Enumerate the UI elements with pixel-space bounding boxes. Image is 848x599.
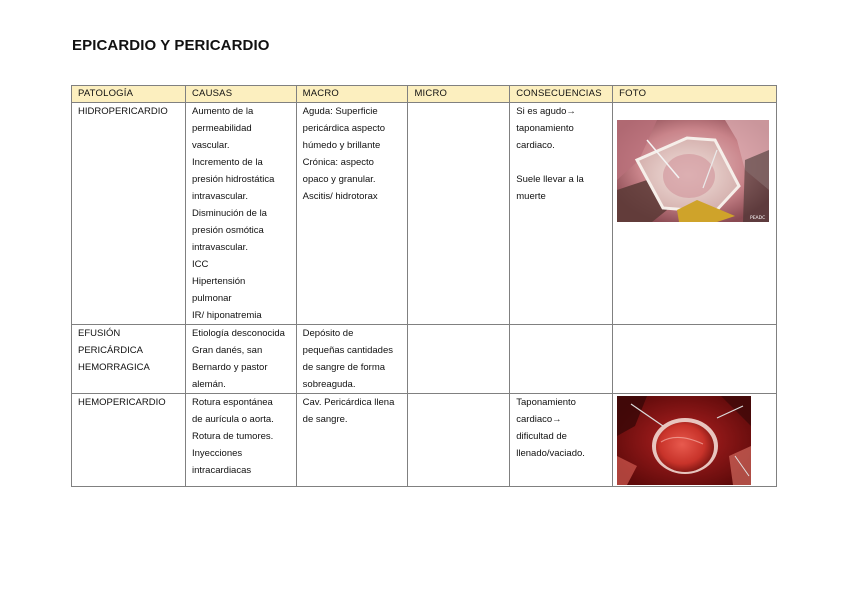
- text-line: muerte: [516, 191, 546, 202]
- text-line: Bernardo y pastor: [191, 362, 268, 373]
- text-line: presión osmótica: [191, 225, 264, 236]
- header-causas: CAUSAS: [185, 86, 296, 103]
- cell-foto: [613, 394, 777, 487]
- text-line: pulmonar: [191, 293, 232, 304]
- text-line: llenado/vaciado.: [516, 448, 585, 459]
- macro-text: [303, 394, 404, 428]
- consecuencias-text: [516, 394, 608, 462]
- table-row: [72, 103, 777, 325]
- text-line: IR/ hiponatremia: [191, 310, 262, 321]
- text-line: HEMOPERICARDIO: [78, 397, 166, 408]
- cell-consecuencias: [510, 394, 613, 487]
- cell-micro: [408, 394, 510, 487]
- cell-micro: [408, 103, 510, 325]
- text-line: cardiaco.: [516, 140, 555, 151]
- text-line: intravascular.: [191, 242, 248, 253]
- cell-patologia: [72, 394, 186, 487]
- header-foto: FOTO: [613, 86, 777, 103]
- causas-text: [192, 103, 292, 324]
- cell-macro: [296, 103, 408, 325]
- hemopericardium-photo: [617, 396, 751, 485]
- text-line: Suele llevar a la: [516, 174, 584, 185]
- table-row: [72, 394, 777, 487]
- cell-causas: [185, 103, 296, 325]
- cell-causas: [185, 325, 296, 394]
- cell-macro: [296, 325, 408, 394]
- header-consecuencias: CONSECUENCIAS: [510, 86, 613, 103]
- text-line: Ascitis/ hidrotorax: [302, 191, 378, 202]
- patologia-text: [78, 103, 181, 120]
- causas-text: [192, 394, 292, 479]
- causas-text: [192, 325, 292, 393]
- header-macro: MACRO: [296, 86, 408, 103]
- text-line: Inyecciones: [191, 448, 243, 459]
- text-line: intravascular.: [191, 191, 248, 202]
- text-line: EFUSIÓN PERICÁRDICA: [78, 328, 143, 356]
- text-line: de sangre de forma: [302, 362, 386, 373]
- macro-text: [303, 325, 404, 393]
- text-line: de aurícula o aorta.: [191, 414, 274, 425]
- cell-macro: [296, 394, 408, 487]
- text-line: HIDROPERICARDIO: [78, 106, 168, 117]
- table-header-row: [72, 86, 777, 103]
- photo-watermark: PEADC: [750, 216, 766, 221]
- text-line: Etiología desconocida: [191, 328, 285, 339]
- macro-text: [303, 103, 404, 205]
- pathology-table: [71, 85, 777, 487]
- consecuencias-text-2: [516, 171, 608, 205]
- text-line: sobreaguda.: [302, 379, 356, 390]
- consecuencias-text: [516, 103, 608, 154]
- text-line: alemán.: [191, 379, 226, 390]
- cell-consecuencias: [510, 325, 613, 394]
- text-line: Gran danés, san: [191, 345, 263, 356]
- header-patologia: PATOLOGÍA: [72, 86, 186, 103]
- hydropericardium-photo: [617, 120, 769, 222]
- text-line: Rotura de tumores.: [191, 431, 274, 442]
- cell-micro: [408, 325, 510, 394]
- cell-foto: [613, 325, 777, 394]
- text-line: Hipertensión: [191, 276, 246, 287]
- page-title: EPICARDIO Y PERICARDIO: [72, 37, 270, 54]
- text-line: Aumento de la: [191, 106, 254, 117]
- text-line: húmedo y brillante: [302, 140, 381, 151]
- cell-foto: [613, 103, 777, 325]
- text-line: Crónica: aspecto: [302, 157, 374, 168]
- patologia-text: [78, 394, 181, 411]
- text-line: dificultad de: [516, 431, 567, 442]
- text-line: pequeñas cantidades: [302, 345, 393, 356]
- table-row: [72, 325, 777, 394]
- text-line: Taponamiento: [516, 397, 576, 408]
- text-line: HEMORRAGICA: [78, 362, 150, 373]
- cell-consecuencias: [510, 103, 613, 325]
- text-line: pericárdica aspecto: [302, 123, 386, 134]
- text-line: permeabilidad: [191, 123, 252, 134]
- text-line: presión hidrostática: [191, 174, 275, 185]
- cell-causas: [185, 394, 296, 487]
- header-micro: MICRO: [408, 86, 510, 103]
- text-line: Si es agudo→: [516, 106, 576, 117]
- cell-patologia: [72, 325, 186, 394]
- text-line: intracardiacas: [191, 465, 252, 476]
- patologia-text: [78, 325, 181, 376]
- cell-patologia: [72, 103, 186, 325]
- text-line: taponamiento: [516, 123, 574, 134]
- text-line: Cav. Pericárdica llena: [302, 397, 395, 408]
- text-line: de sangre.: [302, 414, 348, 425]
- text-line: Incremento de la: [191, 157, 263, 168]
- text-line: vascular.: [191, 140, 230, 151]
- text-line: ICC: [191, 259, 209, 270]
- text-line: Aguda: Superficie: [302, 106, 378, 117]
- text-line: Disminución de la: [191, 208, 267, 219]
- text-line: opaco y granular.: [302, 174, 376, 185]
- text-line: Depósito de: [302, 328, 354, 339]
- text-line: cardiaco→: [516, 414, 562, 425]
- text-line: Rotura espontánea: [191, 397, 273, 408]
